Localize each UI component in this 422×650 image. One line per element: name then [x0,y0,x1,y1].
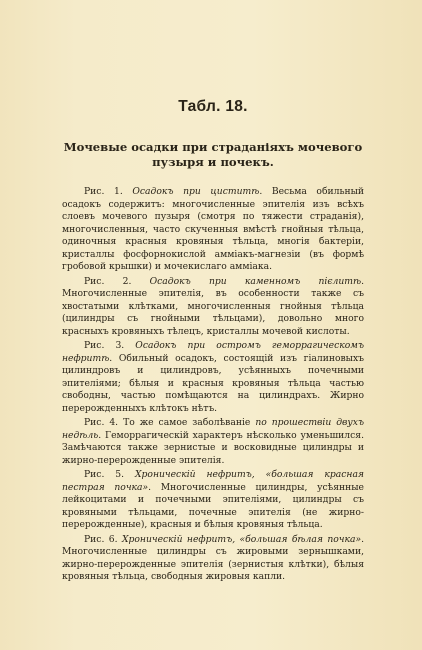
fig-text: Многочисленные цилиндры, усѣянные лейкоцитами и почечными эпителіями, цилиндры съ кровяными тѣльцами, почечные эпителія (не жирно-перерожденные), красныя и бѣлыя кровяныя тѣльца. [62,481,364,530]
fig-label: Рис. 6. [84,533,118,545]
fig-title: Осадокъ при циститѣ. [132,186,263,197]
fig-title: Хроническій нефритъ, «большая бѣлая почка». [121,533,365,545]
document-body [62,186,364,584]
fig-label: Рис. 2. [84,275,132,287]
paragraph-fig-6 [62,534,364,584]
fig-text: Геморрагическій характеръ нѣсколько уменьшился. Замѣчаются также зернистые и восковидные цилиндры и жирно-перерожденные эпителія. [62,429,365,466]
fig-text: Весьма обильный осадокъ содержитъ: многочисленные эпителія изъ всѣхъ слоевъ мочевого пузыря (смотря по тяжести страданія), многочисленныя, часто скученныя вмѣстѣ гнойныя тѣльца, одиночныя красныя кровяныя тѣльца, многія бактеріи, кристаллы фосфорнокислой аммiакъ-магнезіи (въ формѣ гробовой крышки) и мочекислаго аммiака. [62,186,365,272]
paragraph-fig-3 [62,340,364,415]
fig-label: Рис. 1. [84,186,123,197]
paragraph-fig-1 [62,186,364,274]
fig-text: Многочисленные цилиндры съ жировыми зернышками, жирно-перерожденные эпителія (зернистыя клѣтки), бѣлыя кровяныя тѣльца, свободныя жировыя капли. [62,546,364,582]
fig-title: Осадокъ при каменномъ пієлитѣ. [149,275,365,287]
fig-label: Рис. 5. [84,469,125,480]
section-heading: Мочевые осадки при страданіяхъ мочевого пузыря и почекъ. [63,140,363,169]
fig-title: Осадокъ при остромъ геморрагическомъ нефритѣ. [62,340,364,364]
table-title: Табл. 18. [178,98,248,115]
fig-title: Хроническій нефритъ, «большая красная пестрая почка». [62,469,365,493]
fig-label: Рис. 4. [84,417,119,428]
paragraph-fig-5 [62,469,364,532]
fig-title: по прошествіи двухъ недѣль. [62,417,365,441]
fig-label: Рис. 3. [84,340,125,351]
paragraph-fig-2 [62,276,364,339]
paragraph-fig-4 [62,417,364,467]
fig-pre: То же самое заболѣваніе [123,417,251,428]
fig-text: Многочисленные эпителія, въ особенности также съ хвостатыми клѣтками, многочисленныя гнойныя тѣльца (цилиндры съ гнойными тѣльцами), довольно много красныхъ кровяныхъ тѣлецъ, кристаллы мочевой кислоты. [62,288,364,337]
fig-text: Обильный осадокъ, состоящій изъ гіалиновыхъ цилиндровъ и цилиндровъ, усѣянныхъ почечными эпителіями; бѣлыя и красныя кровяныя тѣльца частью свободны, частью помѣщаются на цилиндрахъ. Жирно перерожденныхъ клѣтокъ нѣтъ. [62,352,364,414]
